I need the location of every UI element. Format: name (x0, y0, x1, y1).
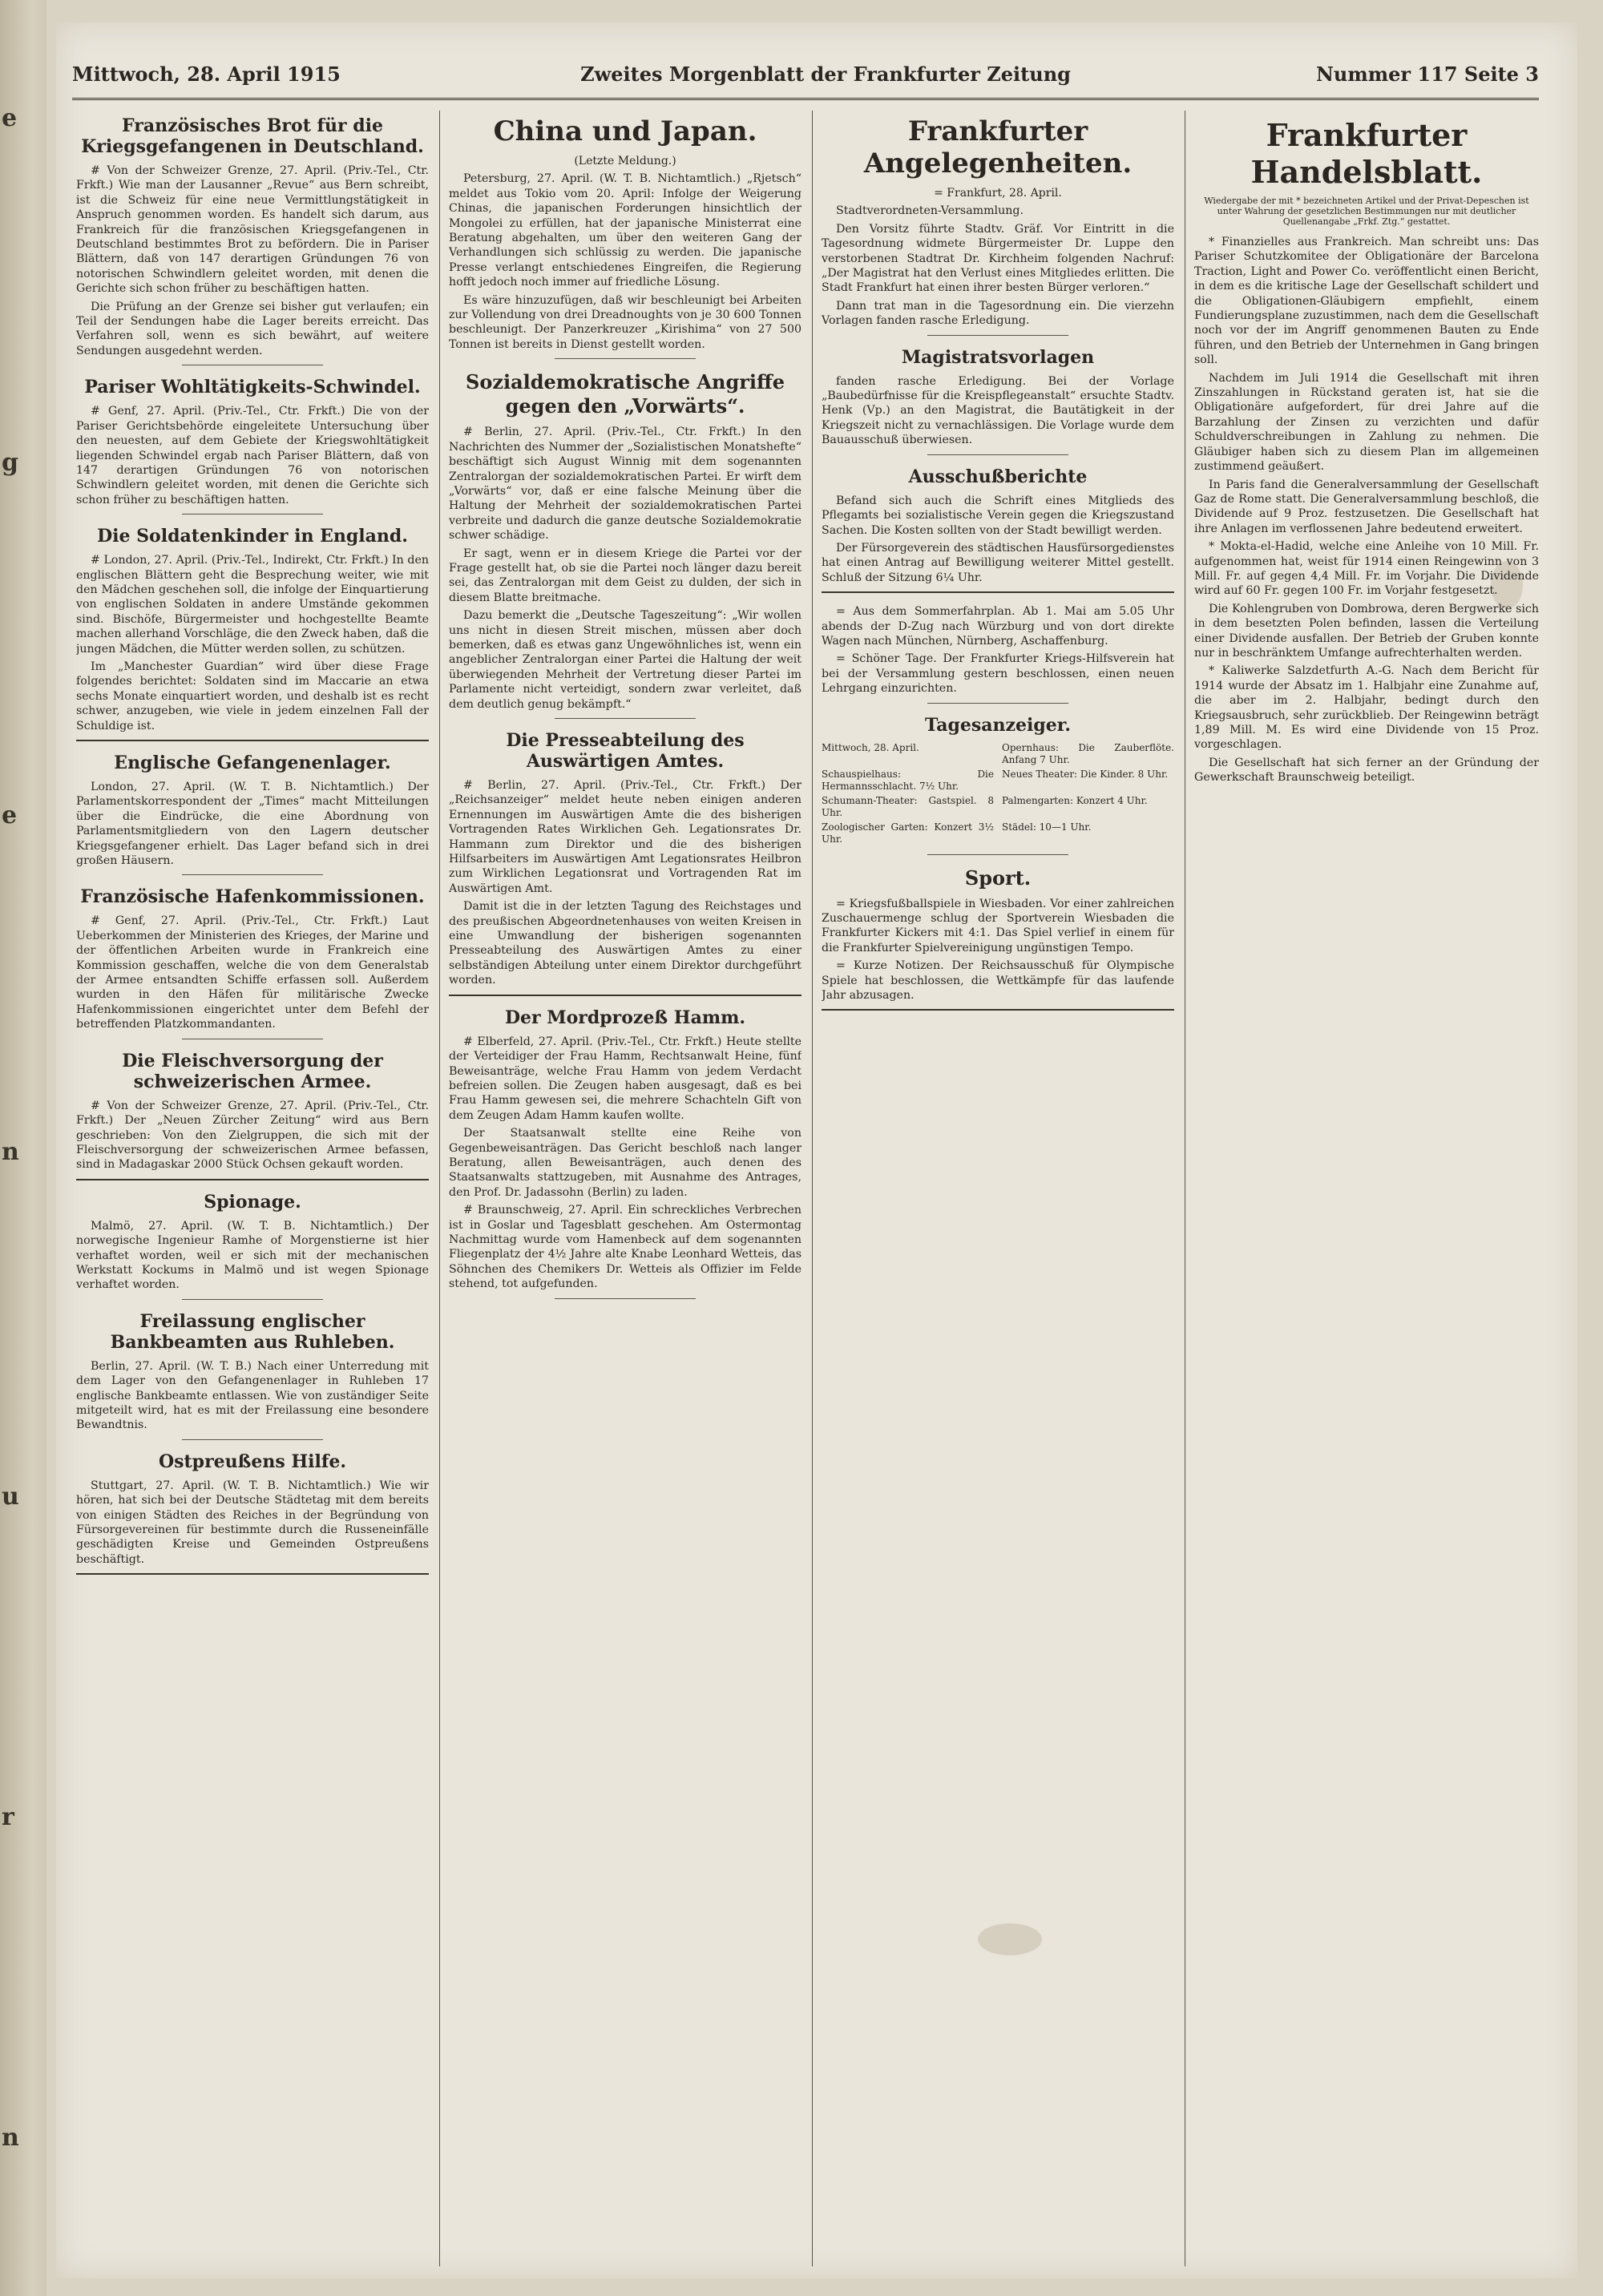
article (822, 866, 1174, 1011)
article (822, 115, 1174, 336)
article-headline: Die Soldatenkinder in England. (97, 526, 408, 547)
masthead-date: Mittwoch, 28. April 1915 (72, 63, 341, 86)
article-separator (182, 874, 323, 875)
article-paragraph: # Berlin, 27. April. (Priv.-Tel., Ctr. Frkft.) In den Nachrichten des Nummer der „Sozialistischen Monatshefte“ beschäftigt sich August Winnig mit dem sogenannten Zentralorgan der sozialdemokratischen Partei. Er wirft dem „Vorwärts“ vor, daß er eine falsche Meinung über die Haltung der Mehrheit der sozialdemokratischen Partei verbreite und dadurch die ganze deutsche Sozialdemokratie schwer schädige. (449, 426, 802, 543)
masthead (72, 56, 1539, 100)
article-paragraph: fanden rasche Erledigung. Bei der Vorlage „Baubedürfnisse für die Kreispflegeanstalt“ ersuchte Stadtv. Henk (Vp.) an den Magistrat, die Bautätigkeit in der Kriegszeit nicht zu vernachlässigen. Die Vorlage wurde dem Bauausschuß überwiesen. (822, 374, 1174, 447)
article-paragraph: Damit ist die in der letzten Tagung des Reichstages und des preußischen Abgeordnetenhauses von weiten Kreisen in eine Umwandlung der bisherigen sogenannten Presseabteilung des Auswärtigen Amtes zu einer selbständigen Abteilung unter einem Direktor durchgeführt worden. (449, 900, 802, 987)
column-4-handelsblatt (1194, 111, 1539, 2266)
strip-fragment: g (2, 449, 18, 477)
column-rule (439, 111, 440, 2266)
article-paragraph: Den Vorsitz führte Stadtv. Gräf. Vor Eintritt in die Tagesordnung widmete Bürgermeister Dr. Luppe den verstorbenen Stadtrat Dr. Kirchheim folgenden Nachruf: „Der Magistrat hat den Verlust eines Mitgliedes erlitten. Die Stadt Frankfurt hat einen ihrer besten Bürger verloren.“ (822, 222, 1174, 295)
article-paragraph: * Mokta-el-Hadid, welche eine Anleihe von 10 Mill. Fr. aufgenommen hat, weist für 1914 einen Reingewinn von 3 Mill. Fr. auf gegen 4,4 Mill. Fr. im Vorjahr. Die Dividende wird auf 60 Fr. gegen 100 Fr. im Vorjahr festgesetzt. (1194, 540, 1539, 598)
article-paragraph: Petersburg, 27. April. (W. T. B. Nichtamtlich.) „Rjetsch“ meldet aus Tokio vom 20. April: Infolge der Weigerung Chinas, die japanischen Forderungen hinsichtlich der Mongolei zu erfüllen, hat der japanische Ministerrat eine Beratung abgehalten, um über den weiteren Gang der Verhandlungen sich schlüssig zu werden. Die japanische Presse verlangt entschiedenes Eingreifen, die Regierung hofft jedoch noch immer auf friedliche Lösung. (449, 172, 802, 289)
listing-entry: Mittwoch, 28. April. (822, 741, 919, 753)
article-paragraph: Stadtverordneten-Versammlung. (836, 204, 1024, 218)
article-headline: Die Presseabteilung des Auswärtigen Amtes. (506, 730, 745, 772)
article (822, 466, 1174, 593)
article-separator (449, 995, 802, 996)
article-paragraph: Die Prüfung an der Grenze sei bisher gut verlaufen; ein Teil der Sendungen habe die Lager bereits erreicht. Das Verfahren soll, wenn es sich bewährt, auf weitere Sendungen ausgedehnt werden. (76, 300, 429, 357)
article-headline: Freilassung englischer Bankbeamten aus Ruhleben. (110, 1310, 395, 1353)
article-separator (76, 740, 429, 741)
article (822, 715, 1174, 855)
article (449, 730, 802, 996)
article-separator (76, 1179, 429, 1180)
article-paragraph: # London, 27. April. (Priv.-Tel., Indirekt, Ctr. Frkft.) In den englischen Blättern geht die Besprechung weiter, wie mit den Mädchen geschehen soll, die infolge der Einquartierung von englischen Soldaten in andere Umstände gekommen sind. Bischöfe, Bürgermeister und hochgestellte Beamte machen allerhand Vorschläge, die den Zweck haben, daß die jungen Mädchen, die Mütter werden sollen, zu schützen. (76, 554, 429, 656)
section-notice: Wiedergabe der mit * bezeichneten Artikel und der Privat-Depeschen ist unter Wahrung der gesetzlichen Bestimmungen nur mit deutlicher Quellenangabe „Frkf. Ztg.“ gestattet. (1204, 196, 1529, 227)
article-paragraph: Malmö, 27. April. (W. T. B. Nichtamtlich.) Der norwegische Ingenieur Ramhe of Morgenstierne ist hier verhaftet worden, weil er sich mit der mechanischen Werkstatt Kockums in Malmö und ist wegen Spionage verhaftet worden. (76, 1219, 429, 1292)
article-paragraph: Der Fürsorgeverein des städtischen Hausfürsorgedienstes hat einen Antrag auf Bewilligung weiterer Mittel gestellt. Schluß der Sitzung 6¼ Uhr. (822, 541, 1174, 584)
article-paragraph: # Braunschweig, 27. April. Ein schreckliches Verbrechen ist in Goslar und Tagesblatt geschehen. Am Ostermontag Nachmittag wurde vom Hamenbeck auf dem sogenannten Fliegenplatz der 4½ Jahre alte Knabe Leonhard Wetteis, das Söhnchen des Chemikers Dr. Wetteis als Offizier im Felde stehend, tot aufgefunden. (449, 1204, 802, 1291)
listing-entry: Zoologischer Garten: Konzert 3½ Uhr. (822, 821, 994, 845)
article-paragraph: Die Kohlengruben von Dombrowa, deren Bergwerke sich in dem besetzten Polen befinden, lassen die Verteilung einer Dividende ausfallen. Der Betrieb der Gruben konnte nur in beschränktem Umfange aufrechterhalten werden. (1194, 602, 1539, 660)
article-paragraph: = Kriegsfußballspiele in Wiesbaden. Vor einer zahlreichen Zuschauermenge schlug der Sportverein Wiesbaden die Frankfurter Kickers mit 4:1. Das Spiel verlief in einem für die Frankfurter Spielvereinigung ungünstigen Tempo. (822, 897, 1174, 954)
article-headline: China und Japan. (493, 115, 757, 147)
article (449, 115, 802, 359)
article-separator (927, 854, 1068, 855)
strip-fragment: e (2, 104, 18, 132)
article (76, 1451, 429, 1575)
article-headline: Ostpreußens Hilfe. (158, 1451, 347, 1472)
article-paragraph: # Genf, 27. April. (Priv.-Tel., Ctr. Frkft.) Laut Ueberkommen der Ministerien des Krieges, der Marine und der öffentlichen Arbeiten wurde in Frankreich eine Kommission geschaffen, welche die von dem Generalstab der Armee entsandten Schiffe erfassen soll. Außerdem wurden in den Häfen für militärische Zwecke Hafenkommissionen eingerichtet unter dem Befehl der betreffenden Platzkommandanten. (76, 914, 429, 1031)
strip-fragment: r (2, 1803, 14, 1831)
column-3 (822, 111, 1174, 2266)
article-paragraph: Die Gesellschaft hat sich ferner an der Gründung der Gewerkschaft Braunschweig beteiligt. (1194, 756, 1539, 785)
column-1 (76, 111, 429, 2266)
article-paragraph: Stuttgart, 27. April. (W. T. B. Nichtamtlich.) Wie wir hören, hat sich bei der Deutsche Städtetag mit dem bereits von einigen Städten des Reiches in der Begründung von Fürsorgevereinen für bestimmte durch die Russeneinfälle geschädigten Kreise und Gemeinden Ostpreußens beschäftigt. (76, 1479, 429, 1566)
article-paragraph: = Schöner Tage. Der Frankfurter Kriegs-Hilfsverein hat bei der Versammlung gestern beschlossen, einen neuen Lehrgang einzurichten. (822, 652, 1174, 696)
event-listing (822, 742, 1174, 848)
article-paragraph: Er sagt, wenn er in diesem Kriege die Partei vor der Frage gestellt hat, ob sie die Partei noch länger dazu bereit sei, das Zentralorgan mit dem Geist zu dulden, der sich in diesem Blatte breitmache. (449, 547, 802, 604)
article-headline: Französisches Brot für die Kriegsgefangenen in Deutschland. (81, 115, 424, 157)
strip-fragment: u (2, 1483, 19, 1511)
strip-fragment: e (2, 801, 18, 829)
column-rule (812, 111, 813, 2266)
article-headline: Ausschußberichte (908, 466, 1088, 487)
article-headline: Englische Gefangenenlager. (114, 753, 391, 773)
article-paragraph: In Paris fand die Generalversammlung der Gesellschaft Gaz de Rome statt. Die Generalversammlung beschloß, die Dividende auf 9 Proz. festzusetzen. Die Gesellschaft hat ihre Anlagen im verflossenen Jahre bedeutend erweitert. (1194, 478, 1539, 535)
article-headline: Sport. (964, 866, 1032, 890)
article-headline: Der Mordprozeß Hamm. (504, 1007, 746, 1028)
article-paragraph: = Kurze Notizen. Der Reichsausschuß für Olympische Spiele hat beschlossen, die Wettkämpfe für das laufende Jahr abzusagen. (822, 959, 1174, 1002)
article-separator (927, 335, 1068, 336)
listing-entry: Städel: 10—1 Uhr. (1002, 821, 1092, 833)
article-headline: Tagesanzeiger. (925, 714, 1071, 736)
article-paragraph: # Elberfeld, 27. April. (Priv.-Tel., Ctr. Frkft.) Heute stellte der Verteidiger der Frau Hamm, Rechtsanwalt Heine, fünf Beweisanträge, welche Frau Hamm von jedem Verdacht befreien sollen. Die Zeugen haben ausgesagt, daß es bei Frau Hamm gewesen sei, die mehrere Schachteln Gift von dem Zeugen Adam Hamm kaufen wollte. (449, 1035, 802, 1122)
strip-fragment: n (2, 2124, 19, 2152)
adjacent-page-strip (0, 0, 46, 2296)
article-paragraph: Nachdem im Juli 1914 die Gesellschaft mit ihren Zinszahlungen in Rückstand geraten ist, hat sie die Obligationäre aufgefordert, für drei Jahre auf die Barzahlung der Zinsen zu verzichten und dafür Schuldverschreibungen in Zahlung zu nehmen. Die Gläubiger haben sich zu diesem Plan im allgemeinen zustimmend geäußert. (1194, 371, 1539, 474)
article (76, 753, 429, 875)
article-paragraph: Der Staatsanwalt stellte eine Reihe von Gegenbeweisanträgen. Das Gericht beschloß nach langer Beratung, allen Beweisanträgen, auch denen des Staatsanwalts stattzugeben, mit Ausnahme des Antrages, den Prof. Dr. Jadassohn (Berlin) zu laden. (449, 1127, 802, 1199)
article (822, 347, 1174, 455)
masthead-title: Zweites Morgenblatt der Frankfurter Zeitung (580, 63, 1071, 86)
article (76, 1051, 429, 1180)
masthead-issue: Nummer 117 Seite 3 (1315, 63, 1539, 86)
article (76, 886, 429, 1039)
article-headline: Sozialdemokratische Angriffe gegen den „Vorwärts“. (465, 370, 785, 418)
article (76, 115, 429, 365)
listing-entry: Schauspielhaus: Die Hermannsschlacht. 7½ Uhr. (822, 768, 994, 792)
article-separator (555, 1298, 696, 1299)
section-title: Frankfurter Handelsblatt. (1250, 117, 1483, 190)
article (1194, 235, 1539, 785)
listing-entry: Schumann-Theater: Gastspiel. 8 Uhr. (822, 794, 994, 818)
article-separator (555, 718, 696, 719)
article-headline: Pariser Wohltätigkeits-Schwindel. (84, 377, 421, 398)
article-separator (555, 358, 696, 359)
listing-entry: Neues Theater: Die Kinder. 8 Uhr. (1002, 768, 1169, 780)
article-separator (76, 1573, 429, 1575)
article (822, 604, 1174, 703)
article-paragraph: Dann trat man in die Tagesordnung ein. Die vierzehn Vorlagen fanden rasche Erledigung. (822, 299, 1174, 328)
article-separator (822, 591, 1174, 593)
article-headline: Die Fleischversorgung der schweizerischen Armee. (122, 1050, 383, 1092)
article-paragraph: Im „Manchester Guardian“ wird über diese Frage folgendes berichtet: Soldaten sind im Maccarie an etwa sechs Monate einquartiert worden, und deshalb ist es recht schwer, anzugeben, wie viele in jedem einzelnen Fall der Schuldige ist. (76, 660, 429, 732)
article-separator (182, 1439, 323, 1440)
strip-fragment: n (2, 1138, 19, 1166)
article-paragraph: Berlin, 27. April. (W. T. B.) Nach einer Unterredung mit dem Lager von den Gefangenenlager in Ruhleben 17 englische Bankbeamte entlassen. Wie von zuständiger Seite mitgeteilt wird, hat es mit der Freilassung eine besondere Bewandtnis. (76, 1359, 429, 1432)
article-dateline: = Frankfurt, 28. April. (934, 187, 1062, 200)
article-separator (927, 454, 1068, 455)
article-headline: Magistratsvorlagen (901, 346, 1095, 368)
listing-entry: Palmengarten: Konzert 4 Uhr. (1002, 794, 1148, 806)
article (76, 1192, 429, 1300)
article-paragraph: London, 27. April. (W. T. B. Nichtamtlich.) Der Parlamentskorrespondent der „Times“ macht Mitteilungen über die Eindrücke, die eine Abordnung von Parlamentsmitgliedern von den Lagern deutscher Kriegsgefangener erhielt. Das Lager befand sich in drei großen Häusern. (76, 781, 429, 868)
article-separator (927, 703, 1068, 704)
article-subhead: (Letzte Meldung.) (574, 155, 676, 167)
article-paragraph: Es wäre hinzuzufügen, daß wir beschleunigt bei Arbeiten zur Vollendung von drei Dreadnoughts von je 30 600 Tonnen beschleunigt. Der Panzerkreuzer „Kirishima“ von 27 500 Tonnen ist bereits in Dienst gestellt worden. (449, 293, 802, 351)
article-paragraph: = Aus dem Sommerfahrplan. Ab 1. Mai am 5.05 Uhr abends der D-Zug nach Würzburg und von dort direkte Wagen nach München, Nürnberg, Aschaffenburg. (822, 605, 1174, 648)
article-paragraph: * Kaliwerke Salzdetfurth A.-G. Nach dem Bericht für 1914 wurde der Absatz im 1. Halbjahr eine Zunahme auf, die aber im 2. Halbjahr, bedingt durch den Kriegsausbruch, sehr zurückblieb. Der Reingewinn beträgt 1,89 Mill. M. Es wird eine Dividende von 15 Proz. vorgeschlagen. (1194, 664, 1539, 752)
article-headline: Frankfurter Angelegenheiten. (863, 115, 1133, 180)
article (76, 377, 429, 514)
article (76, 1311, 429, 1440)
article (76, 526, 429, 741)
column-2 (449, 111, 802, 2266)
article-separator (822, 1009, 1174, 1011)
listing-entry: Opernhaus: Die Zauberflöte. Anfang 7 Uhr. (1002, 741, 1174, 765)
article-paragraph: # Genf, 27. April. (Priv.-Tel., Ctr. Frkft.) Die von der Pariser Gerichtsbehörde eingeleitete Untersuchung über den neuesten, auf dem Gebiete der Kriegswohltätigkeit liegenden Schwindel ergab nach Pariser Blättern, daß von 147 derartigen Gründungen 76 von notorischen Schwindlern geleitet worden, mit denen die Gerichte sich schon früher zu beschäftigen hatten. (76, 405, 429, 506)
article-headline: Französische Hafenkommissionen. (80, 886, 425, 908)
article-paragraph: # Von der Schweizer Grenze, 27. April. (Priv.-Tel., Ctr. Frkft.) Wie man der Lausanner „Revue“ aus Bern schreibt, ist die Schweiz für eine neue Vermittlungstätigkeit in Anspruch genommen worden. Es handelt sich darum, aus Frankreich für die französischen Kriegsgefangenen in Deutschland bestimmtes Brot zu befördern. Die in Pariser Blättern, daß von 147 derartigen Gründungen 76 von notorischen Schwindlern geleitet worden, mit denen die Gerichte sich schon früher zu beschäftigen hatten. (76, 164, 429, 296)
article-paragraph: * Finanzielles aus Frankreich. Man schreibt uns: Das Pariser Schutzkomitee der Obligationäre der Barcelona Traction, Light and Power Co. veröffentlicht einen Bericht, in dem es die kritische Lage der Gesellschaft schildert und die Obligationen-Gläubigern empfiehlt, einem Fundierungsplane zuzustimmen, nach dem die Gesellschaft noch vor der im Angriff genommenen Bauten zu Ende führen, und den Betrieb der Unternehmen in Gang bringen soll. (1194, 236, 1539, 367)
article-paragraph: Dazu bemerkt die „Deutsche Tageszeitung“: „Wir wollen uns nicht in diesen Streit mischen, müssen aber doch bemerken, daß es etwas ganz Ungewöhnliches ist, wenn ein angeblicher Zentralorgan einer Partei die Haltung der weit überwiegenden Mehrheit der Vertretung dieser Partei im Parlamente nicht verteidigt, sondern zwar verleitet, daß dem deutlich genug bekämpft.“ (449, 609, 802, 711)
article-paragraph: # Von der Schweizer Grenze, 27. April. (Priv.-Tel., Ctr. Frkft.) Der „Neuen Zürcher Zeitung“ wird aus Bern geschrieben: Von den Zielgruppen, die sich mit der Fleischversorgung der schweizerischen Armee befassen, sind in Madagaskar 2000 Stück Ochsen gekauft worden. (76, 1099, 429, 1172)
article-paragraph: # Berlin, 27. April. (Priv.-Tel., Ctr. Frkft.) Der „Reichsanzeiger“ meldet heute neben einigen anderen Ernennungen im Auswärtigen Amte die des bisherigen Vortragenden Rates Wirklichen Geh. Legationsrates Dr. Hammann zum Direktor und die des bisherigen Hilfsarbeiters im Auswärtigen Amt Legationsrates Heilbron zum Wirklichen Legationsrat und Vortragenden Rat im Auswärtigen Amt. (449, 779, 802, 895)
article-headline: Spionage. (204, 1191, 301, 1213)
article-paragraph: Befand sich auch die Schrift eines Mitglieds des Pflegamts bei sozialistische Verein gegen die Kriegszustand Sachen. Die Kosten sollten von der Stadt bewilligt werden. (822, 494, 1174, 537)
article (449, 370, 802, 719)
article (449, 1007, 802, 1299)
article-separator (182, 1299, 323, 1300)
